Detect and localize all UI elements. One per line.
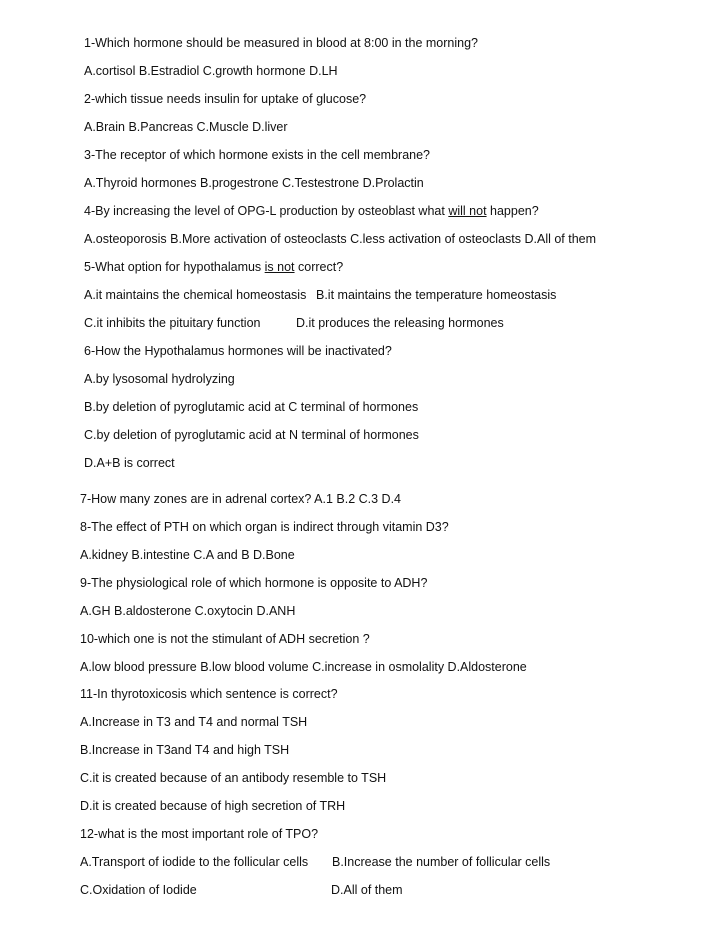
q11-option-b: B.Increase in T3and T4 and high TSH	[80, 743, 290, 757]
q3-question: 3-The receptor of which hormone exists in the cell membrane?	[84, 148, 430, 162]
q1-question: 1-Which hormone should be measured in blood at 8:00 in the morning?	[84, 36, 478, 50]
q6-option-a: A.by lysosomal hydrolyzing	[84, 372, 235, 386]
q5-option-d: D.it produces the releasing hormones	[296, 316, 504, 330]
q6-option-d: D.A+B is correct	[84, 456, 175, 470]
q2-question: 2-which tissue needs insulin for uptake of glucose?	[84, 92, 367, 106]
q12-option-c: C.Oxidation of Iodide	[80, 883, 197, 897]
q4-question-start: 4-By increasing the level of OPG-L production by osteoblast what	[84, 204, 449, 218]
q5-question-end: correct?	[294, 260, 344, 274]
q10-question: 10-which one is not the stimulant of ADH secretion ?	[80, 632, 370, 646]
q11-option-a: A.Increase in T3 and T4 and normal TSH	[80, 715, 308, 729]
q4-question	[84, 203, 539, 219]
q9-options: A.GH B.aldosterone C.oxytocin D.ANH	[80, 604, 296, 618]
q5-option-c: C.it inhibits the pituitary function	[84, 316, 261, 330]
q11-question: 11-In thyrotoxicosis which sentence is correct?	[80, 687, 338, 701]
q5-question-start: 5-What option for hypothalamus	[84, 260, 265, 274]
q8-question: 8-The effect of PTH on which organ is indirect through vitamin D3?	[80, 520, 449, 534]
q11-option-d: D.it is created because of high secretion of TRH	[80, 799, 346, 813]
q5-question	[84, 259, 343, 275]
q5-option-b: B.it maintains the temperature homeostasis	[316, 288, 557, 302]
q1-options: A.cortisol B.Estradiol C.growth hormone D.LH	[84, 64, 338, 78]
q10-options: A.low blood pressure B.low blood volume C.increase in osmolality D.Aldosterone	[80, 660, 527, 674]
q5-question-underlined: is not	[264, 260, 295, 274]
q6-option-b: B.by deletion of pyroglutamic acid at C terminal of hormones	[84, 400, 419, 414]
q8-options: A.kidney B.intestine C.A and B D.Bone	[80, 548, 295, 562]
q7-question: 7-How many zones are in adrenal cortex? A.1 B.2 C.3 D.4	[80, 492, 401, 506]
q3-options: A.Thyroid hormones B.progestrone C.Testestrone D.Prolactin	[84, 176, 424, 190]
q6-option-c: C.by deletion of pyroglutamic acid at N terminal of hormones	[84, 428, 419, 442]
q12-option-b: B.Increase the number of follicular cells	[332, 855, 551, 869]
q6-question: 6-How the Hypothalamus hormones will be inactivated?	[84, 344, 392, 358]
q2-options: A.Brain B.Pancreas C.Muscle D.liver	[84, 120, 288, 134]
q4-options: A.osteoporosis B.More activation of osteoclasts C.less activation of osteoclasts D.All of them	[84, 232, 597, 246]
q5-option-a: A.it maintains the chemical homeostasis	[84, 288, 307, 302]
q9-question: 9-The physiological role of which hormone is opposite to ADH?	[80, 576, 428, 590]
q12-question: 12-what is the most important role of TPO?	[80, 827, 319, 841]
q11-option-c: C.it is created because of an antibody resemble to TSH	[80, 771, 387, 785]
q12-option-d: D.All of them	[331, 883, 403, 897]
q12-option-a: A.Transport of iodide to the follicular cells	[80, 855, 309, 869]
q4-question-end: happen?	[486, 204, 539, 218]
q4-question-underlined: will not	[448, 204, 487, 218]
